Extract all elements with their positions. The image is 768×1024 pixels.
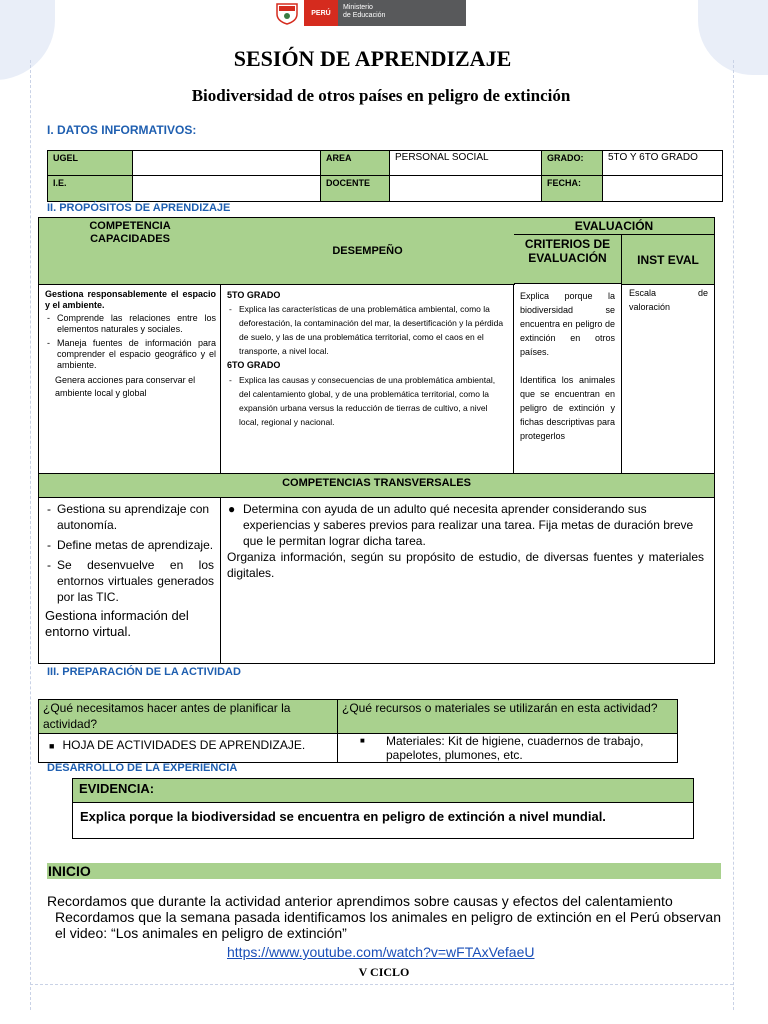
criterio-2: Identifica los animales que se encuentran en peligro de extinción y fichas descriptivas para protegerlos [520, 375, 615, 441]
section-heading-desarrollo: DESARROLLO DE LA EXPERIENCIA [47, 762, 238, 774]
criterio-1: Explica porque la biodiversidad se encuentra en peligro de extinción en otros países. [520, 291, 615, 357]
shield-icon [270, 0, 304, 26]
grado-value: 5TO Y 6TO GRADO [603, 151, 723, 176]
grado6-title: 6TO GRADO [227, 360, 281, 370]
transversal-bullet [227, 501, 704, 549]
capacidad-extra: Genera acciones para conservar el ambiente local y global [55, 375, 196, 398]
page-margin-bottom [30, 984, 733, 985]
inicio-line1: Recordamos que durante la actividad anterior aprendimos sobre causas y efectos del calentamiento [47, 893, 673, 909]
page-subtitle: Biodiversidad de otros países en peligro de extinción [191, 86, 571, 105]
section-heading-datos: I. DATOS INFORMATIVOS: [47, 123, 197, 137]
section-heading-propositos: II. PROPÓSITOS DE APRENDIZAJE [47, 202, 231, 214]
grado5-desempeno: - Explica las características de una problemática ambiental, como la deforestación, la contaminación del mar, la desertificación y la pérdida de suelo, y las de una problemática territorial, como el caos en el transporte, a nivel local. [227, 302, 507, 358]
page-margin-right [733, 60, 734, 1010]
square-bullet-icon: ■ [360, 736, 365, 745]
ugel-label: UGEL [48, 151, 133, 176]
square-bullet-icon: ■ [49, 741, 55, 751]
docente-value [390, 176, 542, 202]
page-title: SESIÓN DE APRENDIZAJE [233, 46, 512, 71]
question-before: ¿Qué necesitamos hacer antes de planificar la actividad? [39, 700, 338, 734]
capacidad-item: - Maneja fuentes de información para comprender el espacio geográfico y el ambiente. [45, 338, 216, 371]
evidencia-text: Explica porque la biodiversidad se encuentra en peligro de extinción a nivel mundial. [80, 809, 606, 824]
col-competencia-header [39, 218, 222, 285]
propositos-table [38, 217, 715, 664]
section-heading-preparacion: III. PREPARACIÓN DE LA ACTIVIDAD [47, 666, 241, 678]
col-evaluacion-header: EVALUACIÓN [514, 218, 714, 235]
inicio-text [47, 893, 721, 941]
capacidad-item: - Comprende las relaciones entre los elementos naturales y sociales. [45, 313, 216, 335]
grado6-list [227, 373, 507, 429]
transversal-item: - Se desenvuelve en los entornos virtuales generados por las TIC. [45, 557, 214, 605]
logo-country: PERÚ [304, 0, 338, 26]
competencia-title: Gestiona responsablemente el espacio y el ambiente. [45, 289, 216, 310]
grado6-desempeno: - Explica las causas y consecuencias de una problemática ambiental, del calentamiento global, y de una problemática territorial, como la expansión urbana versus la reducción de tierras de cultivo, a nivel local, regional y nacional. [227, 373, 507, 429]
transversales-list [45, 501, 214, 605]
ie-label: I.E. [48, 176, 133, 202]
area-label: AREA [321, 151, 390, 176]
transversal-item: - Gestiona su aprendizaje con autonomía. [45, 501, 214, 533]
bullet-icon: ● [228, 502, 236, 516]
transversal-bullet-text: Determina con ayuda de un adulto qué necesita aprender considerando sus experiencias y saberes previos para realizar una tarea. Fija metas de duración breve que le permitan lograr dicha tarea. [243, 502, 694, 548]
video-link[interactable]: https://www.youtube.com/watch?v=wFTAxVefaeU [227, 944, 535, 960]
ugel-value [133, 151, 321, 176]
grado5-list [227, 302, 507, 358]
transversales-left-cell [39, 498, 221, 663]
criterios-cell [514, 284, 622, 474]
footer-ciclo: V CICLO [358, 965, 410, 979]
grado-label: GRADO: [542, 151, 603, 176]
competencia-cell [39, 284, 221, 474]
desempeno-cell [221, 284, 514, 474]
inicio-line2: Recordamos que la semana pasada identificamos los animales en peligro de extinción en el Perú observan el video: “Los animales en peligro de extinción” [55, 909, 721, 941]
capacidades-list [45, 313, 216, 371]
datos-table [47, 150, 723, 202]
area-value: PERSONAL SOCIAL [390, 151, 542, 176]
materials-text: Materiales: Kit de higiene, cuadernos de trabajo, papelotes, plumones, etc. [386, 734, 644, 762]
evidencia-label: EVIDENCIA: [73, 779, 693, 803]
answer-materials [338, 734, 678, 763]
logo-ministry-line2: de Educación [343, 12, 386, 19]
fecha-label: FECHA: [542, 176, 603, 202]
ie-value [133, 176, 321, 202]
grado5-title: 5TO GRADO [227, 290, 281, 300]
transversales-right-cell [221, 498, 714, 663]
page-margin-left [30, 60, 31, 1010]
transversal-item: - Define metas de aprendizaje. [45, 537, 214, 553]
docente-label: DOCENTE [321, 176, 390, 202]
answer-before-text: HOJA DE ACTIVIDADES DE APRENDIZAJE. [62, 738, 306, 752]
logo-ministry-line1: Ministerio [343, 4, 373, 11]
col-desempeno-label: DESEMPEÑO [332, 244, 403, 257]
question-materials: ¿Qué recursos o materiales se utilizarán en esta actividad? [338, 700, 678, 734]
col-desempeno-header [221, 218, 515, 285]
inst-cell: Escala de valoración [622, 284, 714, 474]
preparacion-table [38, 699, 678, 763]
fecha-value [603, 176, 723, 202]
logo-ministry [338, 0, 466, 26]
col-inst-header: INST EVAL [622, 235, 714, 285]
ministry-logo [270, 0, 466, 26]
inicio-heading: INICIO [47, 863, 721, 879]
transversales-heading: COMPETENCIAS TRANSVERSALES [39, 474, 714, 498]
transversal-extra: Gestiona información del entorno virtual. [45, 608, 189, 639]
answer-before [39, 734, 338, 763]
transversal-organiza: Organiza información, según su propósito de estudio, de diversas fuentes y materiales digitales. [227, 550, 704, 580]
materials-item [360, 734, 673, 762]
evidencia-box [72, 778, 694, 839]
col-competencia-label: COMPETENCIA CAPACIDADES [89, 220, 171, 245]
col-criterios-header: CRITERIOS DE EVALUACIÓN [514, 235, 622, 284]
